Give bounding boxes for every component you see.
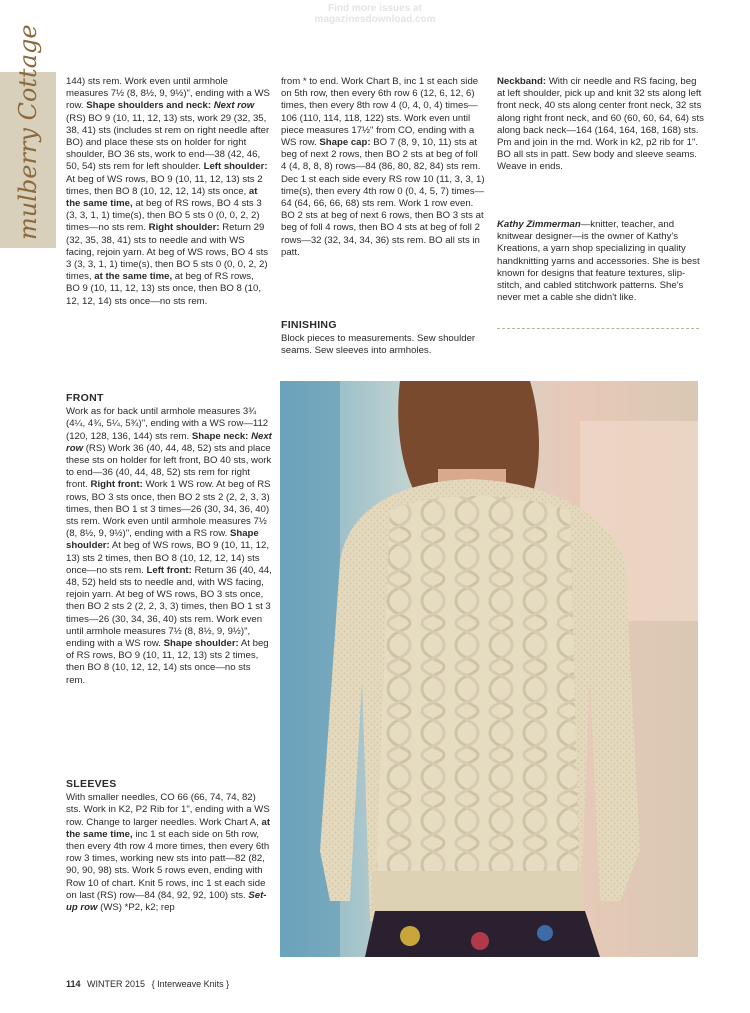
back-next-row: Next row	[213, 100, 255, 112]
cap-label: Shape cap:	[319, 137, 371, 149]
neckband-label: Neckband:	[497, 76, 547, 87]
front-section	[66, 392, 272, 687]
front-shoulder-label-2: Shape shoulder:	[163, 638, 239, 650]
watermark	[0, 3, 750, 25]
sleeves-section	[66, 778, 272, 914]
designer-bio	[497, 219, 705, 304]
sleeves-continued	[281, 76, 485, 259]
sleeves-text-2: inc 1 st each side on 5th row, then every 4th row 4 more times, then every 6th row 3 times, working new sts into patt—82 (82, 90, 90, 98) sts. Work 5 rows even, ending with Row 10 of chart. Knit 5 rows, inc 1 st each side on last (RS) row—84 (84, 92, 92, 100) sts.	[66, 828, 270, 901]
sleeves-text-1: With smaller needles, CO 66 (66, 74, 74, 82) sts. Work in K2, P2 Rib for 1", ending with a WS row. Change to larger needles. Work Chart A,	[66, 792, 270, 828]
skirt-flower	[537, 925, 553, 941]
front-text-4: At beg of WS rows, BO 9 (10, 11, 12, 13) sts 2 times, then BO 8 (10, 12, 12, 14) sts once—no sts rem.	[66, 540, 269, 576]
front-text-2: (RS) Work 36 (40, 44, 48, 52) sts and place these sts on holder for left front, BO 40 sts, work to end—36 (40, 44, 48, 52) sts rem for right front.	[66, 442, 272, 491]
back-left-shoulder-label: Left shoulder:	[203, 161, 268, 173]
back-instructions	[66, 76, 270, 308]
page-footer	[66, 979, 233, 989]
front-right-label: Right front:	[90, 479, 143, 491]
neckband-section	[497, 76, 705, 174]
author-name: Kathy Zimmerman	[497, 219, 581, 230]
back-shape-label: Shape shoulders and neck:	[86, 100, 212, 112]
middle-text-1: from * to end. Work Chart B, inc 1 st each side on 5th row, then every 6th row 6 (12, 6, 12, 6) times, then every 8th row 4 (0, 4, 0, 4) times—106 (110, 114, 118, 122) sts. Work even until piece measures 17½" from CO, ending with a WS row.	[281, 76, 479, 149]
front-text-6: At beg of RS rows, BO 9 (10, 11, 12, 13) sts 2 times, then BO 8 (10, 12, 12, 14) sts once—no sts rem.	[66, 638, 269, 686]
author-bio-text: —knitter, teacher, and knitwear designer—is the owner of Kathy's Kreations, a yarn shop specializing in quality handknitting yarns and accessories. She is best known for designs that feature textures, slip-stitch, and cabled stitchwork patterns. She's never met a cable she didn't like.	[497, 219, 700, 304]
sleeves-same-time: at the same time,	[66, 816, 271, 840]
side-tab-brand: mulberry Cottage	[14, 24, 42, 240]
front-text-1: Work as for back until armhole measures 3¾ (4¼, 4¾, 5¼, 5¾)", ending with a WS row—112 (120, 128, 136, 144) sts rem.	[66, 406, 269, 442]
finishing-section	[281, 319, 485, 358]
front-shoulder-label: Shape shoulder:	[66, 528, 259, 552]
sleeves-heading: SLEEVES	[66, 778, 117, 790]
bio-divider	[497, 328, 699, 329]
back-right-shoulder-label: Right shoulder:	[148, 222, 220, 234]
cable-panel	[375, 496, 580, 901]
front-left-label: Left front:	[146, 564, 192, 576]
issue-label: WINTER 2015	[87, 979, 146, 989]
watermark-line-1: Find more issues at	[328, 3, 422, 14]
neckband-text: With cir needle and RS facing, beg at left shoulder, pick up and knit 32 sts along left front neck, 40 sts along center front neck, 32 sts along right front neck, and 60 (60, 60, 64, 64) sts along back neck—164 (164, 164, 168, 168) sts. Pm and join in the rnd. Work in k2, p2 rib for 1". BO all sts in patt. Sew body and sleeve seams. Weave in ends.	[497, 76, 704, 173]
middle-text-2: BO 7 (8, 9, 10, 11) sts at beg of next 2 rows, then BO 2 sts at beg of foll 4 (4, 8, 8, 8) rows—84 (86, 80, 82, 84) sts rem. Dec 1 st each side every RS row 10 (11, 3, 3, 1) time(s), then every 4th row 0 (0, 4, 5, 7) times—64 (64, 66, 66, 68) sts rem. Work 1 row even. BO 2 sts at beg of next 6 rows, then BO 3 sts at beg of foll 4 rows, then BO 4 sts at beg of foll 2 rows—32 (32, 34, 34, 36) sts rem. BO all sts in patt.	[281, 137, 485, 258]
page-number: 114	[66, 979, 81, 989]
rib-hem	[372, 871, 584, 911]
sleeves-setup-row: Set-up row	[66, 889, 267, 914]
back-same-time: at the same time,	[66, 185, 258, 210]
watermark-line-2: magazinesdownload.com	[314, 14, 436, 25]
front-heading: FRONT	[66, 392, 104, 404]
sweater-photo	[280, 381, 698, 957]
front-next-row: Next row	[66, 430, 272, 454]
sweater-photo-illustration	[280, 381, 698, 957]
skirt-flower	[400, 926, 420, 946]
finishing-text: Block pieces to measurements. Sew shoulder seams. Sew sleeves into armholes.	[281, 333, 476, 357]
back-text-3: At beg of WS rows, BO 9 (10, 11, 12, 13) sts 2 times, then BO 8 (10, 12, 12, 14) sts once,	[66, 173, 263, 197]
front-text-5: Return 36 (40, 44, 48, 52) held sts to needle and, with WS facing, rejoin yarn. At beg of WS rows, BO 3 sts once, then BO 2 sts 2 (2, 2, 3, 3) times, then BO 1 st 3 times—26 (30, 34, 36, 40) sts rem. Work even until armhole measures 7½ (8, 8½, 9, 9½)", ending with a WS row.	[66, 564, 272, 650]
finishing-heading: FINISHING	[281, 319, 337, 331]
back-text-6: at beg of RS rows, BO 9 (10, 11, 12, 13) sts once, then BO 8 (10, 12, 12, 14) sts once—no sts rem.	[66, 271, 262, 307]
front-neck-label: Shape neck:	[191, 430, 249, 442]
skirt-flower	[471, 932, 489, 950]
magazine-name: { Interweave Knits }	[151, 979, 230, 989]
back-text-4: at beg of RS rows, BO 4 sts 3 (3, 3, 1, 1) time(s), then BO 5 sts 0 (0, 0, 2, 2) times—no sts rem.	[66, 198, 262, 234]
back-same-time-2: at the same time,	[94, 271, 173, 283]
sleeves-text-3: (WS) *P2, k2; rep	[100, 902, 175, 914]
back-text-2: (RS) BO 9 (10, 11, 12, 13) sts, work 29 (32, 35, 38, 41) sts (includes st rem on right needle after BO) and place these sts on holder for right shoulder, BO 36 sts, work to end—38 (42, 46, 50, 54) sts rem for left shoulder.	[66, 112, 270, 173]
back-text-5: Return 29 (32, 35, 38, 41) sts to needle and with WS facing, rejoin yarn. At beg of WS rows, BO 4 sts 3 (3, 3, 1, 1) time(s), then BO 5 sts 0 (0, 0, 2, 2) times,	[66, 222, 269, 283]
back-text-1: 144) sts rem. Work even until armhole measures 7½ (8, 8½, 9, 9½)", ending with a WS row.	[66, 76, 270, 112]
front-text-3: Work 1 WS row. At beg of RS rows, BO 3 sts once, then BO 2 sts 2 (2, 2, 3, 3) times, then BO 1 st 3 times—26 (30, 34, 36, 40) sts rem. Work even until armhole measures 7½ (8, 8½, 9, 9½)", ending with a RS row.	[66, 479, 271, 540]
